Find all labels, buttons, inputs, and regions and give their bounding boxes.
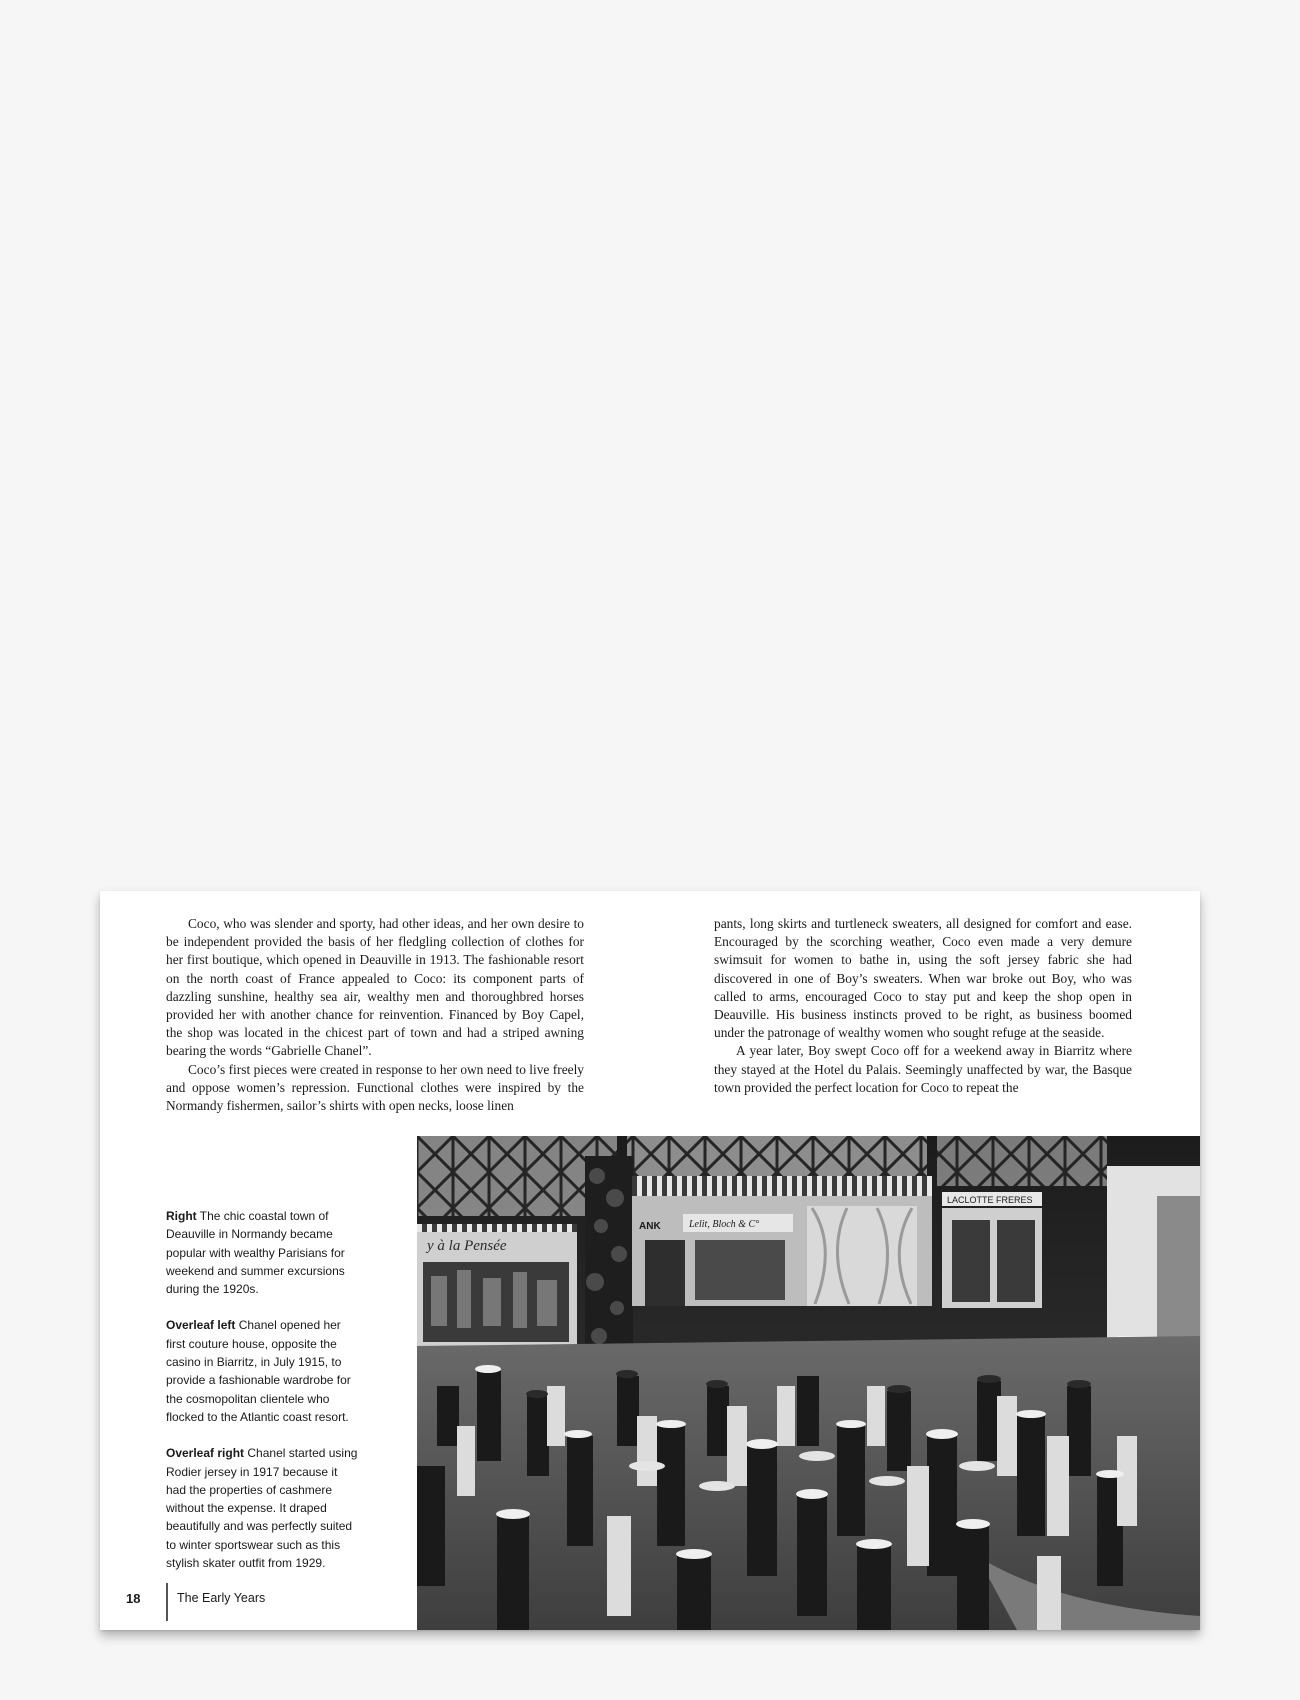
- caption-overleaf-left: [166, 1316, 358, 1426]
- shop-window: [997, 1220, 1035, 1302]
- shop-sign-lelit: Lelit, Bloch & C°: [689, 1219, 760, 1230]
- caption-label: Overleaf left: [166, 1318, 236, 1333]
- shop-doorway: [645, 1240, 685, 1306]
- body-paragraph: A year later, Boy swept Coco off for a weekend away in Biarritz where they stayed at the Hotel du Palais. Seemingly unaffected by war, the Basque town provided the perfect location for Coco to repeat the: [714, 1043, 1132, 1095]
- caption-text: The chic coastal town of Deauville in Normandy became popular with wealthy Parisians for weekend and summer excursions during the 1920s.: [166, 1209, 345, 1297]
- caption-text: Chanel opened her first couture house, opposite the casino in Biarritz, in July 1915, to provide a fashionable wardrobe for the cosmopolitan clientele who flocked to the Atlantic coast resort.: [166, 1318, 351, 1424]
- page-number: 18: [126, 1591, 141, 1606]
- shop-sign-laclotte: LACLOTTE FRERES: [947, 1195, 1033, 1205]
- caption-text: Chanel started using Rodier jersey in 1917 because it had the properties of cashmere without the expense. It draped beautifully and was perfectly suited to winter sportswear such as this stylish skater outfit from 1929.: [166, 1446, 358, 1571]
- footer-divider: [166, 1583, 168, 1621]
- book-spread: [100, 891, 1200, 1630]
- caption-right: [166, 1207, 358, 1298]
- striped-awning: [632, 1176, 932, 1196]
- shop-sign-bank: ANK: [639, 1221, 661, 1232]
- body-paragraph: pants, long skirts and turtleneck sweaters, all designed for comfort and ease. Encouraged by the scorching weather, Coco even made a very demure swimsuit for women to bathe in, using the soft jersey fabric she had discovered in one of Boy’s sweaters. When war broke out Boy, who was called to arms, encouraged Coco to stay put and keep the shop open in Deauville. His business instincts proved to be right, as business boomed under the patronage of wealthy women who sought refuge at the seaside.: [714, 916, 1132, 1041]
- shop-window: [695, 1240, 785, 1300]
- deauville-street-photo: [417, 1136, 1200, 1630]
- timber-frame-facade: [627, 1136, 927, 1176]
- page-footer: [100, 1583, 400, 1621]
- shop-sign-pensee: y à la Pensée: [427, 1238, 507, 1254]
- shop-window: [952, 1220, 990, 1302]
- caption-label: Right: [166, 1209, 197, 1223]
- body-text-right-column: [714, 915, 1132, 1097]
- striped-awning: [417, 1224, 577, 1232]
- photo-captions: [166, 1207, 358, 1590]
- caption-overleaf-right: [166, 1444, 358, 1572]
- body-text-left-column: [166, 915, 584, 1115]
- caption-label: Overleaf right: [166, 1446, 245, 1461]
- body-paragraph: Coco, who was slender and sporty, had other ideas, and her own desire to be independent provided the basis of her fledgling collection of clothes for her first boutique, which opened in Deauville in 1913. The fashionable resort on the north coast of France appealed to Coco: its component parts of dazzling sunshine, healthy sea air, wealthy men and thoroughbred horses provided her with another chance for reinvention. Financed by Boy Capel, the shop was located in the chicest part of town and had a striped awning bearing the words “Gabrielle Chanel”.: [166, 916, 584, 1059]
- body-paragraph: Coco’s first pieces were created in response to her own need to live freely and oppose women’s repression. Functional clothes were inspired by the Normandy fishermen, sailor’s shirts with open necks, loose linen: [166, 1061, 584, 1114]
- timber-frame-facade: [937, 1136, 1107, 1186]
- running-footer-title: The Early Years: [177, 1591, 266, 1605]
